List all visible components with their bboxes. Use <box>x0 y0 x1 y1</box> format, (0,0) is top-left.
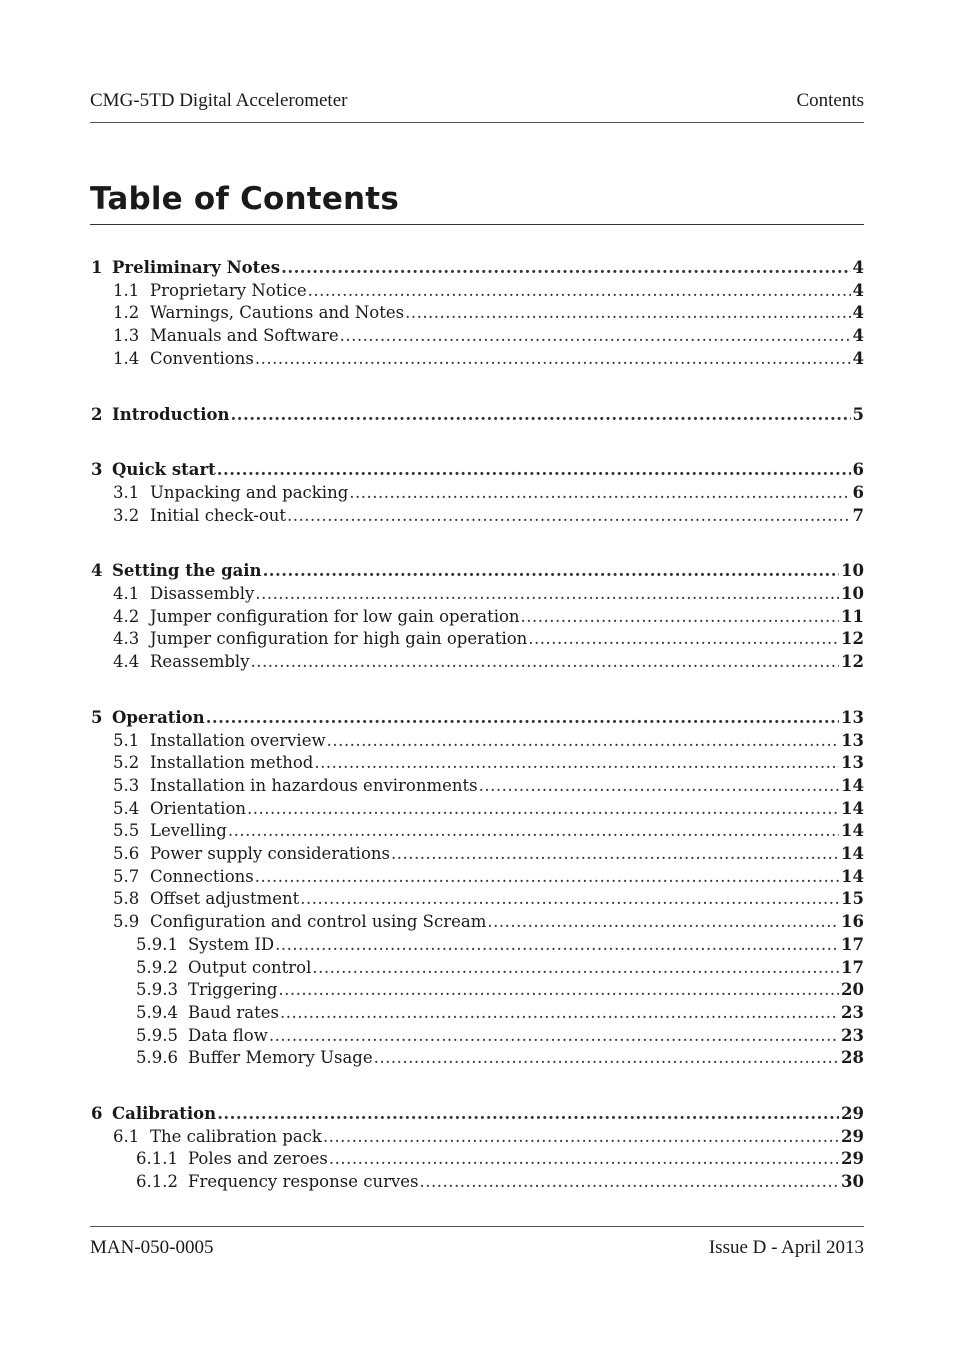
toc-entry-page: 10 <box>841 561 864 581</box>
toc-entry-title: Operation <box>112 707 205 727</box>
toc-entry[interactable] <box>90 775 864 797</box>
dot-leader <box>323 1126 839 1148</box>
toc-entry-number: 1.2 <box>113 303 140 323</box>
dot-leader <box>287 505 850 527</box>
toc-entry[interactable] <box>90 730 864 752</box>
toc-entry-number: 5.8 <box>113 889 140 909</box>
dot-leader <box>327 730 839 752</box>
toc-entry-page: 6 <box>852 482 864 502</box>
toc-entry-number: 5.9.4 <box>136 1002 178 1022</box>
toc-entry[interactable] <box>90 1025 864 1047</box>
toc-entry[interactable] <box>90 820 864 842</box>
toc-entry-number: 1 <box>91 258 103 277</box>
toc-entry[interactable] <box>90 1171 864 1193</box>
toc-entry-number: 5.7 <box>113 866 140 886</box>
dot-leader <box>340 325 851 347</box>
toc-entry-number: 5.9 <box>113 912 140 932</box>
dot-leader <box>300 888 839 910</box>
toc-entry-title: Installation method <box>150 753 314 773</box>
toc-entry-title: Triggering <box>188 980 278 1000</box>
toc-entry-title: Quick start <box>112 460 216 480</box>
toc-entry-title: Orientation <box>150 798 247 818</box>
toc-entry-number: 5.9.2 <box>136 957 178 977</box>
dot-leader <box>278 979 839 1001</box>
dot-leader <box>255 866 839 888</box>
dot-leader <box>479 775 839 797</box>
toc-entry-number: 5.1 <box>113 730 140 750</box>
dot-leader <box>487 911 839 933</box>
toc-entry-page: 12 <box>841 629 864 649</box>
toc-entry-page: 6 <box>852 460 864 480</box>
dot-leader <box>263 560 839 582</box>
toc-entry-page: 13 <box>841 753 864 773</box>
page-title: Table of Contents <box>90 181 399 217</box>
dot-leader <box>521 606 839 628</box>
toc-entry-page: 13 <box>841 707 864 727</box>
toc-entry[interactable] <box>90 606 864 628</box>
toc-entry-number: 5.5 <box>113 821 140 841</box>
toc-entry-title: Proprietary Notice <box>150 280 307 300</box>
toc-entry-title: Disassembly <box>150 584 255 603</box>
toc-entry-title: Conventions <box>150 348 254 368</box>
toc-entry-page: 4 <box>852 303 864 323</box>
toc-entry[interactable] <box>90 404 864 426</box>
dot-leader <box>312 957 839 979</box>
toc-entry-number: 5.4 <box>113 798 140 818</box>
dot-leader <box>329 1148 839 1170</box>
toc-entry[interactable] <box>90 302 864 324</box>
toc-entry-page: 4 <box>852 280 864 300</box>
toc-entry[interactable] <box>90 505 864 527</box>
toc-entry-title: Installation in hazardous environments <box>150 775 478 795</box>
toc-entry[interactable] <box>90 866 864 888</box>
toc-entry-number: 3.2 <box>113 505 140 525</box>
dot-leader <box>374 1047 839 1069</box>
toc-entry-title: Manuals and Software <box>150 326 339 346</box>
toc-entry-page: 28 <box>841 1048 864 1068</box>
toc-entry-page: 17 <box>841 934 864 954</box>
toc-entry[interactable] <box>90 560 864 582</box>
title-rule <box>90 224 864 225</box>
toc-entry[interactable] <box>90 888 864 910</box>
toc-entry-page: 14 <box>841 775 864 795</box>
toc-entry[interactable] <box>90 1047 864 1069</box>
toc-entry[interactable] <box>90 1002 864 1024</box>
toc-entry-title: Buffer Memory Usage <box>188 1048 373 1068</box>
toc-entry-page: 29 <box>841 1126 864 1146</box>
toc-entry-title: Connections <box>150 866 254 886</box>
toc-entry-title: Configuration and control using Scream <box>150 912 487 932</box>
toc-entry-page: 17 <box>841 957 864 977</box>
toc-entry-title: Warnings, Cautions and Notes <box>150 303 405 323</box>
dot-leader <box>314 752 839 774</box>
dot-leader <box>420 1171 840 1193</box>
dot-leader <box>206 707 839 729</box>
toc-entry[interactable] <box>90 257 864 279</box>
toc-entry-number: 4 <box>91 561 103 581</box>
toc-entry-title: Offset adjustment <box>150 889 300 909</box>
toc-entry[interactable] <box>90 583 864 605</box>
toc-entry-number: 5.3 <box>113 775 140 795</box>
dot-leader <box>251 651 839 673</box>
toc-entry-title: Data flow <box>188 1025 268 1045</box>
toc-entry[interactable] <box>90 459 864 481</box>
toc-entry-title: Preliminary Notes <box>112 258 281 277</box>
toc-entry-number: 6.1 <box>113 1126 140 1146</box>
toc-entry[interactable] <box>90 957 864 979</box>
footer-document-number: MAN-050-0005 <box>90 1237 214 1258</box>
toc-entry-page: 16 <box>841 912 864 932</box>
footer-rule <box>90 1226 864 1227</box>
toc-entry-title: Jumper configuration for high gain operation <box>150 629 528 649</box>
toc-entry-title: Setting the gain <box>112 561 262 581</box>
toc-entry-title: Installation overview <box>150 730 326 750</box>
toc-entry[interactable] <box>90 348 864 370</box>
toc-entry-page: 20 <box>841 980 864 1000</box>
page-footer <box>90 1237 864 1259</box>
toc-entry-title: Frequency response curves <box>188 1172 419 1192</box>
toc-entry[interactable] <box>90 979 864 1001</box>
dot-leader <box>255 348 851 370</box>
toc-entry[interactable] <box>90 843 864 865</box>
toc-entry-number: 3 <box>91 460 103 480</box>
toc-entry-title: Power supply considerations <box>150 844 390 863</box>
dot-leader <box>391 843 839 865</box>
toc-entry-page: 5 <box>852 404 864 424</box>
dot-leader <box>308 280 851 302</box>
toc-entry-number: 5.2 <box>113 753 140 773</box>
toc-entry-number: 5.6 <box>113 844 140 863</box>
toc-entry-page: 12 <box>841 652 864 672</box>
toc-entry-page: 30 <box>841 1172 864 1192</box>
toc-entry-number: 1.4 <box>113 348 140 368</box>
toc-entry-number: 4.2 <box>113 606 140 626</box>
toc-entry-page: 14 <box>841 798 864 818</box>
toc-entry[interactable] <box>90 280 864 302</box>
toc-entry-number: 1.1 <box>113 280 140 300</box>
dot-leader <box>228 820 839 842</box>
dot-leader <box>528 628 839 650</box>
toc-entry-page: 23 <box>841 1002 864 1022</box>
toc-entry-number: 5.9.1 <box>136 934 178 954</box>
toc-entry-page: 4 <box>852 348 864 368</box>
toc-entry-title: Levelling <box>150 821 227 841</box>
toc-entry-number: 6.1.2 <box>136 1172 178 1192</box>
toc-entry-number: 4.4 <box>113 652 140 672</box>
toc-entry-number: 6.1.1 <box>136 1149 178 1169</box>
toc-entry[interactable] <box>90 707 864 729</box>
toc-entry-number: 1.3 <box>113 326 140 346</box>
toc-entry[interactable] <box>90 325 864 347</box>
dot-leader <box>405 302 850 324</box>
toc-entry-page: 23 <box>841 1025 864 1045</box>
toc-entry-title: Initial check-out <box>150 505 287 525</box>
toc-entry[interactable] <box>90 482 864 504</box>
toc-entry-page: 4 <box>852 326 864 346</box>
toc-entry-title: Baud rates <box>188 1002 279 1022</box>
toc-entry-title: Output control <box>188 957 312 977</box>
toc-entry-page: 4 <box>852 258 864 277</box>
toc-entry-page: 29 <box>841 1104 864 1123</box>
toc-entry-title: System ID <box>188 934 275 954</box>
toc-entry-number: 5 <box>91 707 103 727</box>
toc-entry[interactable] <box>90 628 864 650</box>
dot-leader <box>217 459 851 481</box>
toc-entry-page: 29 <box>841 1149 864 1169</box>
footer-issue-date: Issue D - April 2013 <box>708 1237 864 1258</box>
toc-entry-title: Introduction <box>112 404 230 424</box>
toc-entry-page: 14 <box>841 821 864 841</box>
header-document-title: CMG-5TD Digital Accelerometer <box>90 90 348 111</box>
dot-leader <box>275 934 839 956</box>
dot-leader <box>231 404 851 426</box>
toc-entry-title: Unpacking and packing <box>150 482 349 502</box>
toc-entry-number: 5.9.5 <box>136 1025 178 1045</box>
toc-entry-page: 15 <box>841 889 864 909</box>
toc-entry-title: Reassembly <box>150 652 250 672</box>
dot-leader <box>217 1103 839 1125</box>
toc-entry-page: 13 <box>841 730 864 750</box>
toc-entry[interactable] <box>90 1103 864 1125</box>
header-rule <box>90 122 864 123</box>
dot-leader <box>280 1002 839 1024</box>
toc-entry[interactable] <box>90 934 864 956</box>
dot-leader <box>349 482 850 504</box>
toc-entry[interactable] <box>90 651 864 673</box>
toc-entry-number: 4.1 <box>113 584 140 603</box>
dot-leader <box>281 257 850 279</box>
toc-entry-title: The calibration pack <box>150 1126 322 1146</box>
toc-entry-page: 14 <box>841 844 864 863</box>
toc-entry[interactable] <box>90 1148 864 1170</box>
page-header <box>90 90 864 112</box>
toc-entry[interactable] <box>90 911 864 933</box>
toc-entry-number: 3.1 <box>113 482 140 502</box>
toc-entry-number: 5.9.3 <box>136 980 178 1000</box>
dot-leader <box>255 583 839 605</box>
header-section-name: Contents <box>796 90 864 111</box>
toc-entry-number: 6 <box>91 1104 103 1123</box>
toc-entry[interactable] <box>90 752 864 774</box>
toc-entry-number: 2 <box>91 404 103 424</box>
toc-entry-number: 4.3 <box>113 629 140 649</box>
dot-leader <box>269 1025 839 1047</box>
toc-entry-page: 7 <box>852 505 864 525</box>
toc-entry-page: 11 <box>841 606 864 626</box>
toc-entry-title: Jumper configuration for low gain operation <box>150 606 520 626</box>
toc-entry-page: 10 <box>841 584 864 603</box>
toc-entry-number: 5.9.6 <box>136 1048 178 1068</box>
toc-entry[interactable] <box>90 1126 864 1148</box>
toc-entry-title: Calibration <box>112 1104 217 1123</box>
toc-entry-title: Poles and zeroes <box>188 1149 328 1169</box>
dot-leader <box>247 798 839 820</box>
toc-entry-page: 14 <box>841 866 864 886</box>
toc-entry[interactable] <box>90 798 864 820</box>
